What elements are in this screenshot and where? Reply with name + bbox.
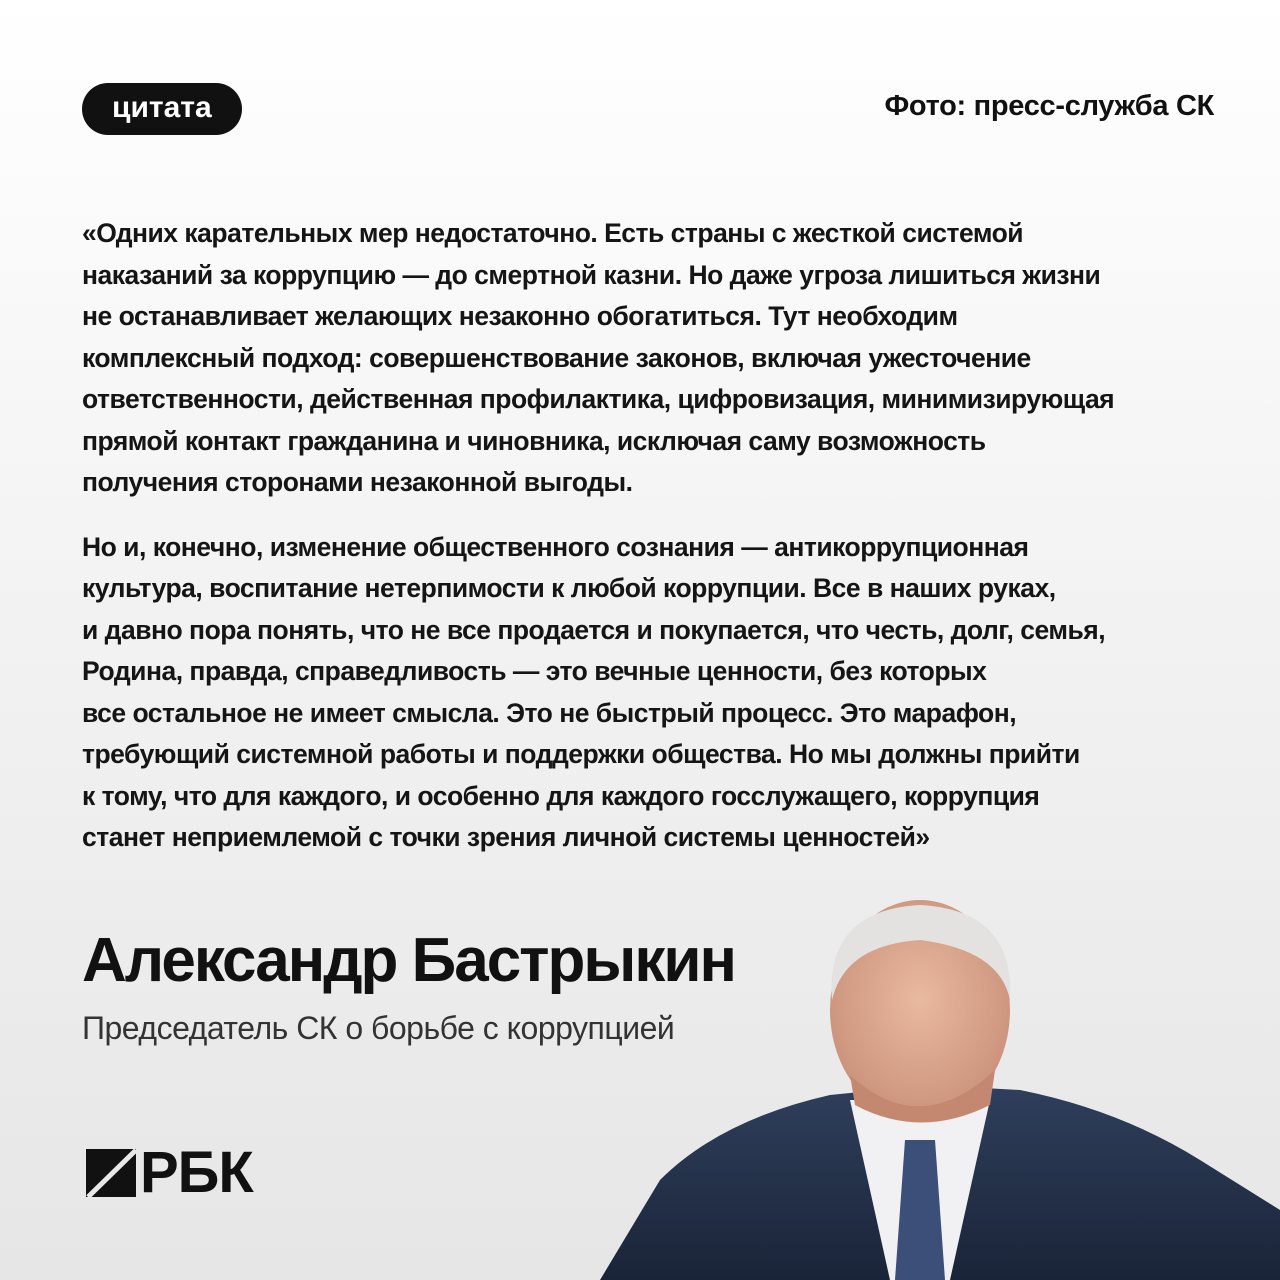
- quote-line: станет неприемлемой с точки зрения личной системы ценностей»: [82, 822, 930, 852]
- quote-text: [82, 213, 1114, 882]
- quote-line: прямой контакт гражданина и чиновника, исключая саму возможность: [82, 425, 986, 456]
- quote-tag: цитата: [82, 83, 242, 135]
- speaker-role: Председатель СК о борьбе с коррупцией: [82, 1010, 675, 1046]
- speaker-name: Александр Бастрыкин: [82, 926, 735, 995]
- quote-line: ответственности, действенная профилактика, цифровизация, минимизирующая: [82, 384, 1115, 414]
- rbc-logo-text: РБК: [140, 1140, 253, 1205]
- quote-line: «Одних карательных мер недостаточно. Есть страны с жесткой системой: [82, 218, 1024, 248]
- quote-line: культура, воспитание нетерпимости к любой коррупции. Все в наших руках,: [82, 573, 1056, 603]
- quote-line: к тому, что для каждого, и особенно для каждого госслужащего, коррупция: [82, 780, 1040, 811]
- quote-line: Родина, правда, справедливость — это вечные ценности, без которых: [82, 656, 987, 686]
- quote-line: получения сторонами незаконной выгоды.: [82, 467, 633, 497]
- quote-line: и давно пора понять, что не все продается и покупается, что честь, долг, семья,: [82, 614, 1106, 645]
- quote-line: Но и, конечно, изменение общественного сознания — антикоррупционная: [82, 531, 1029, 562]
- quote-line: комплексный подход: совершенствование законов, включая ужесточение: [82, 342, 1031, 373]
- rbc-logo-mark-icon: [86, 1149, 136, 1197]
- quote-line: все остальное не имеет смысла. Это не быстрый процесс. Это марафон,: [82, 697, 1017, 728]
- photo-credit: Фото: пресс-служба СК: [884, 90, 1214, 122]
- quote-line: не останавливает желающих незаконно обогатиться. Тут необходим: [82, 301, 958, 331]
- quote-paragraph-2: [82, 527, 1114, 859]
- rbc-logo: [86, 1140, 253, 1205]
- quote-line: наказаний за коррупцию — до смертной казни. Но даже угроза лишиться жизни: [82, 259, 1101, 290]
- quote-paragraph-1: [82, 213, 1114, 504]
- quote-line: требующий системной работы и поддержки общества. Но мы должны прийти: [82, 739, 1080, 769]
